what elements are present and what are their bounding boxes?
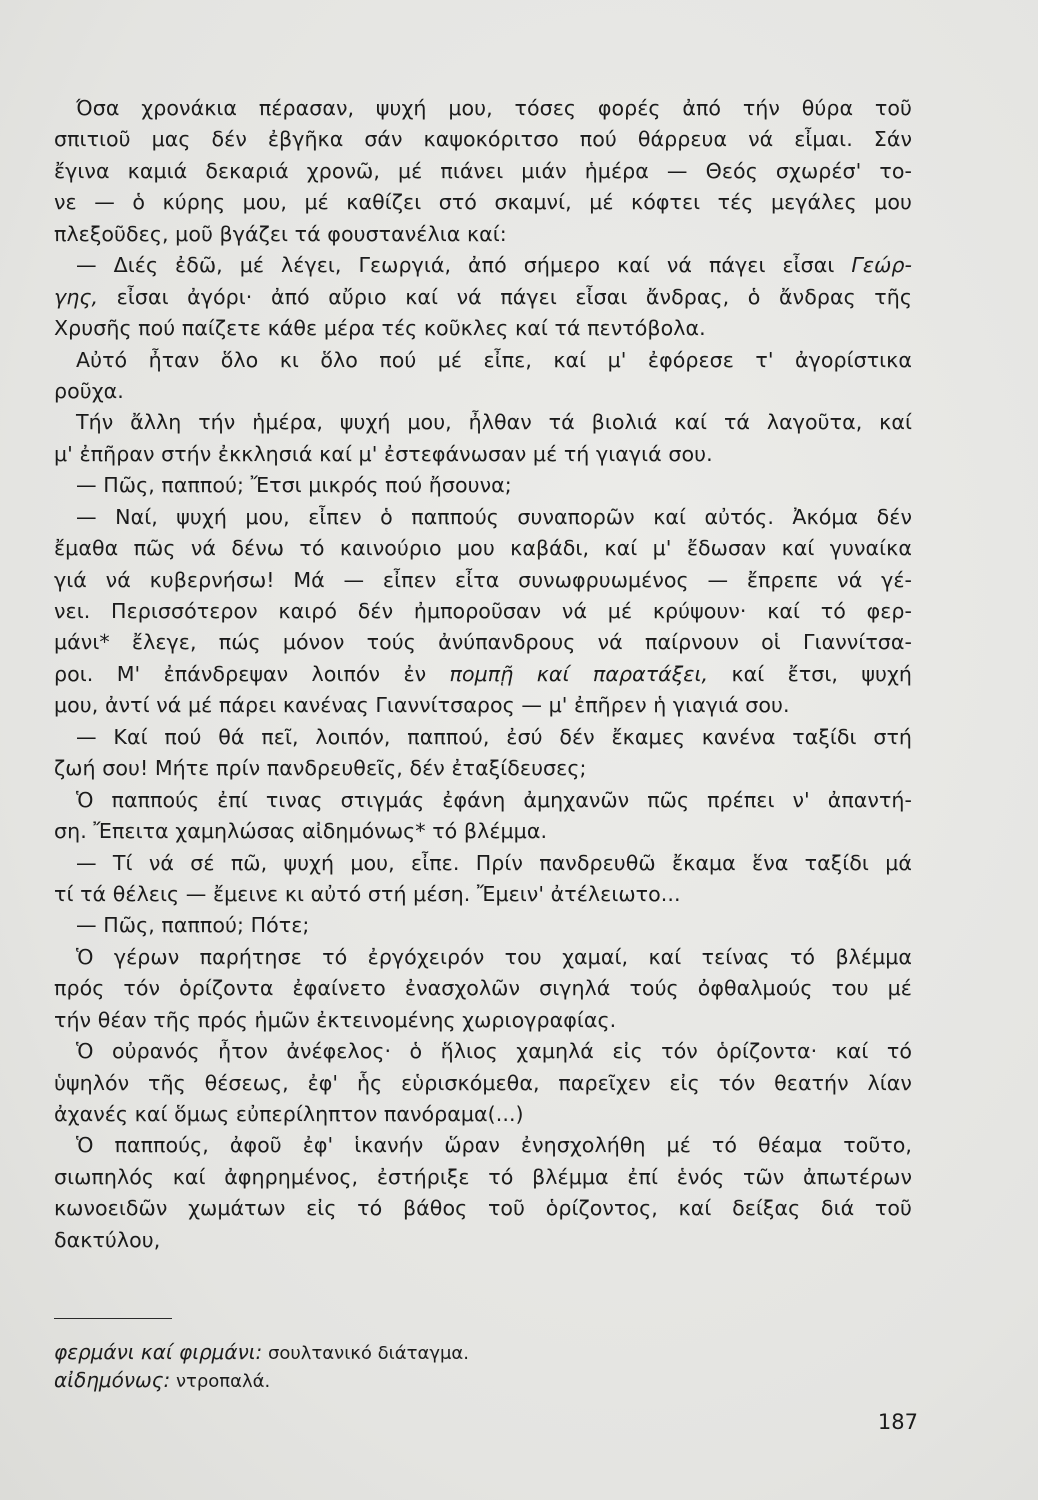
text-line [54, 659, 912, 690]
text-line [54, 910, 912, 941]
line-text: σπιτιοῦ μας δέν ἐβγῆκα σάν καψοκόριτσο πού θάρρευα νά εἶμαι. Σάν [54, 127, 912, 152]
text-line [54, 1130, 912, 1161]
line-text: πλεξοῦδες, μοῦ βγάζει τά φουστανέλια καί: [54, 221, 507, 246]
line-text: γιά νά κυβερνήσω! Μά — εἶπεν εἶτα συνωφρυωμένος — ἔπρεπε νά γέ- [54, 567, 912, 592]
line-text: δακτύλου, [54, 1227, 161, 1252]
footnote-divider [54, 1318, 172, 1319]
line-text: Ὁ παππούς, ἀφοῦ ἐφ' ἱκανήν ὥραν ἐνησχολήθη μέ τό θέαμα τοῦτο, [76, 1133, 912, 1158]
line-text: μ' ἐπῆραν στήν ἐκκλησιά καί μ' ἐστεφάνωσαν μέ τή γιαγιά σου. [54, 441, 713, 466]
text-line [54, 156, 912, 187]
line-text: ση. Ἔπειτα χαμηλώσας αἰδημόνως* τό βλέμμα. [54, 819, 548, 844]
line-text: εἶσαι ἀγόρι· ἀπό αὔριο καί νά πάγει εἶσαι ἄνδρας, ὁ ἄνδρας τῆς [98, 284, 912, 309]
text-line [54, 124, 912, 155]
text-line [54, 753, 912, 784]
line-text: ἀχανές καί ὅμως εὐπερίληπτον πανόραμα(...) [54, 1102, 524, 1126]
text-line [54, 439, 912, 470]
text-line [54, 942, 912, 973]
line-text: — Πῶς, παππού; Πότε; [76, 913, 310, 938]
italic-span: Γεώρ- [851, 253, 912, 278]
line-text: — Καί πού θά πεῖ, λοιπόν, παππού, ἐσύ δέν ἔκαμες κανένα ταξίδι στή [76, 724, 912, 749]
line-text: Όσα χρονάκια πέρασαν, ψυχή μου, τόσες φορές ἀπό τήν θύρα τοῦ [76, 96, 912, 120]
text-line [54, 848, 912, 879]
line-text: Ὁ γέρων παρήτησε τό ἐργόχειρόν του χαμαί, καί τείνας τό βλέμμα [76, 944, 912, 969]
line-text: — Πῶς, παππού; Ἔτσι μικρός πού ἤσουνα; [76, 473, 512, 498]
line-text: ζωή σου! Μήτε πρίν πανδρευθεῖς, δέν ἐταξίδευσες; [54, 756, 587, 781]
line-text: κωνοειδῶν χωμάτων εἰς τό βάθος τοῦ ὁρίζοντος, καί δείξας διά τοῦ [54, 1196, 912, 1221]
text-line [54, 816, 912, 847]
italic-span: γης, [54, 284, 99, 309]
text-line [54, 250, 912, 281]
line-text: Αὐτό ἦταν ὅλο κι ὅλο πού μέ εἶπε, καί μ' ἐφόρεσε τ' ἀγορίστικα [76, 347, 912, 372]
line-text: Τήν ἄλλη τήν ἡμέρα, ψυχή μου, ἦλθαν τά βιολιά καί τά λαγοῦτα, καί [76, 410, 912, 435]
text-line [54, 313, 912, 344]
text-line [54, 690, 912, 721]
footnote-definition: ντροπαλά. [170, 1371, 271, 1392]
text-line [54, 470, 912, 501]
line-text-after: καί ἔτσι, ψυχή [708, 661, 912, 686]
line-text: τήν θέαν τῆς πρός ἡμῶν ἐκτεινομένης χωριογραφίας. [54, 1007, 617, 1032]
line-text: — Διές ἐδῶ, μέ λέγει, Γεωργιά, ἀπό σήμερο καί νά πάγει εἶσαι [76, 253, 852, 278]
line-text: μάνι* ἔλεγε, πώς μόνον τούς ἀνύπανδρους νά παίρνουν οἱ Γιαννίτσα- [54, 630, 912, 655]
footnote-term: αἰδημόνως: [54, 1368, 171, 1392]
text-line [54, 93, 912, 124]
text-line [54, 376, 912, 407]
text-line [54, 879, 912, 910]
text-line [54, 785, 912, 816]
line-text: τί τά θέλεις — ἔμεινε κι αὐτό στή μέση. Ἔμειν' ἀτέλειωτο... [54, 881, 681, 906]
line-text: — Ναί, ψυχή μου, εἶπεν ὁ παππούς συναπορῶν καί αὐτός. Ἀκόμα δέν [76, 504, 912, 529]
text-line [54, 502, 912, 533]
text-line [54, 1162, 912, 1193]
footnote-term: φερμάνι καί φιρμάνι: [54, 1340, 263, 1364]
text-line [54, 282, 912, 313]
text-line [54, 533, 912, 564]
text-line [54, 1068, 912, 1099]
body-text [54, 93, 912, 1256]
italic-span: πομπῇ καί παρατάξει, [449, 661, 709, 686]
text-line [54, 973, 912, 1004]
line-text: ροῦχα. [54, 378, 124, 403]
text-line [54, 627, 912, 658]
line-text: — Τί νά σέ πῶ, ψυχή μου, εἶπε. Πρίν πανδρευθῶ ἔκαμα ἕνα ταξίδι μά [76, 850, 912, 875]
line-text: ἔγινα καμιά δεκαριά χρονῶ, μέ πιάνει μιάν ἡμέρα — Θεός σχωρέσ' το- [54, 158, 912, 183]
text-line [54, 1225, 912, 1256]
text-line [54, 565, 912, 596]
page-number: 187 [877, 1410, 918, 1434]
line-text: μου, ἀντί νά μέ πάρει κανένας Γιαννίτσαρος — μ' ἐπῆρεν ἡ γιαγιά σου. [54, 693, 790, 718]
line-text: νει. Περισσότερον καιρό δέν ἠμποροῦσαν νά μέ κρύψουν· καί τό φερ- [54, 599, 912, 623]
text-line [54, 1036, 912, 1067]
text-line [54, 219, 912, 250]
line-text: ὑψηλόν τῆς θέσεως, ἐφ' ἧς εὑρισκόμεθα, παρεῖχεν εἰς τόν θεατήν λίαν [54, 1070, 912, 1095]
line-text: Ὁ οὐρανός ἦτον ἀνέφελος· ὁ ἥλιος χαμηλά εἰς τόν ὁρίζοντα· καί τό [76, 1039, 912, 1064]
text-line [54, 187, 912, 218]
footnote [54, 1338, 754, 1366]
text-line [54, 722, 912, 753]
footnotes [54, 1338, 754, 1394]
line-text: ροι. Μ' ἐπάνδρεψαν λοιπόν ἐν [54, 661, 450, 686]
text-line [54, 1005, 912, 1036]
text-line [54, 1099, 912, 1130]
line-text: σιωπηλός καί ἀφηρημένος, ἐστήριξε τό βλέμμα ἐπί ἑνός τῶν ἀπωτέρων [54, 1164, 912, 1189]
line-text: νε — ὁ κύρης μου, μέ καθίζει στό σκαμνί, μέ κόφτει τές μεγάλες μου [54, 190, 912, 215]
footnote-definition: σουλτανικό διάταγμα. [262, 1343, 470, 1364]
text-line [54, 407, 912, 438]
text-line [54, 596, 912, 627]
footnote [54, 1366, 754, 1394]
text-line [54, 1193, 912, 1224]
line-text: Χρυσῆς πού παίζετε κάθε μέρα τές κοῦκλες καί τά πεντόβολα. [54, 316, 706, 341]
line-text: πρός τόν ὁρίζοντα ἐφαίνετο ἐνασχολῶν σιγηλά τούς ὀφθαλμούς του μέ [54, 976, 912, 1001]
text-line [54, 345, 912, 376]
line-text: Ὁ παππούς ἐπί τινας στιγμάς ἐφάνη ἀμηχανῶν πῶς πρέπει ν' ἀπαντή- [76, 787, 912, 812]
line-text: ἔμαθα πῶς νά δένω τό καινούριο μου καβάδι, καί μ' ἔδωσαν καί γυναίκα [54, 536, 912, 561]
